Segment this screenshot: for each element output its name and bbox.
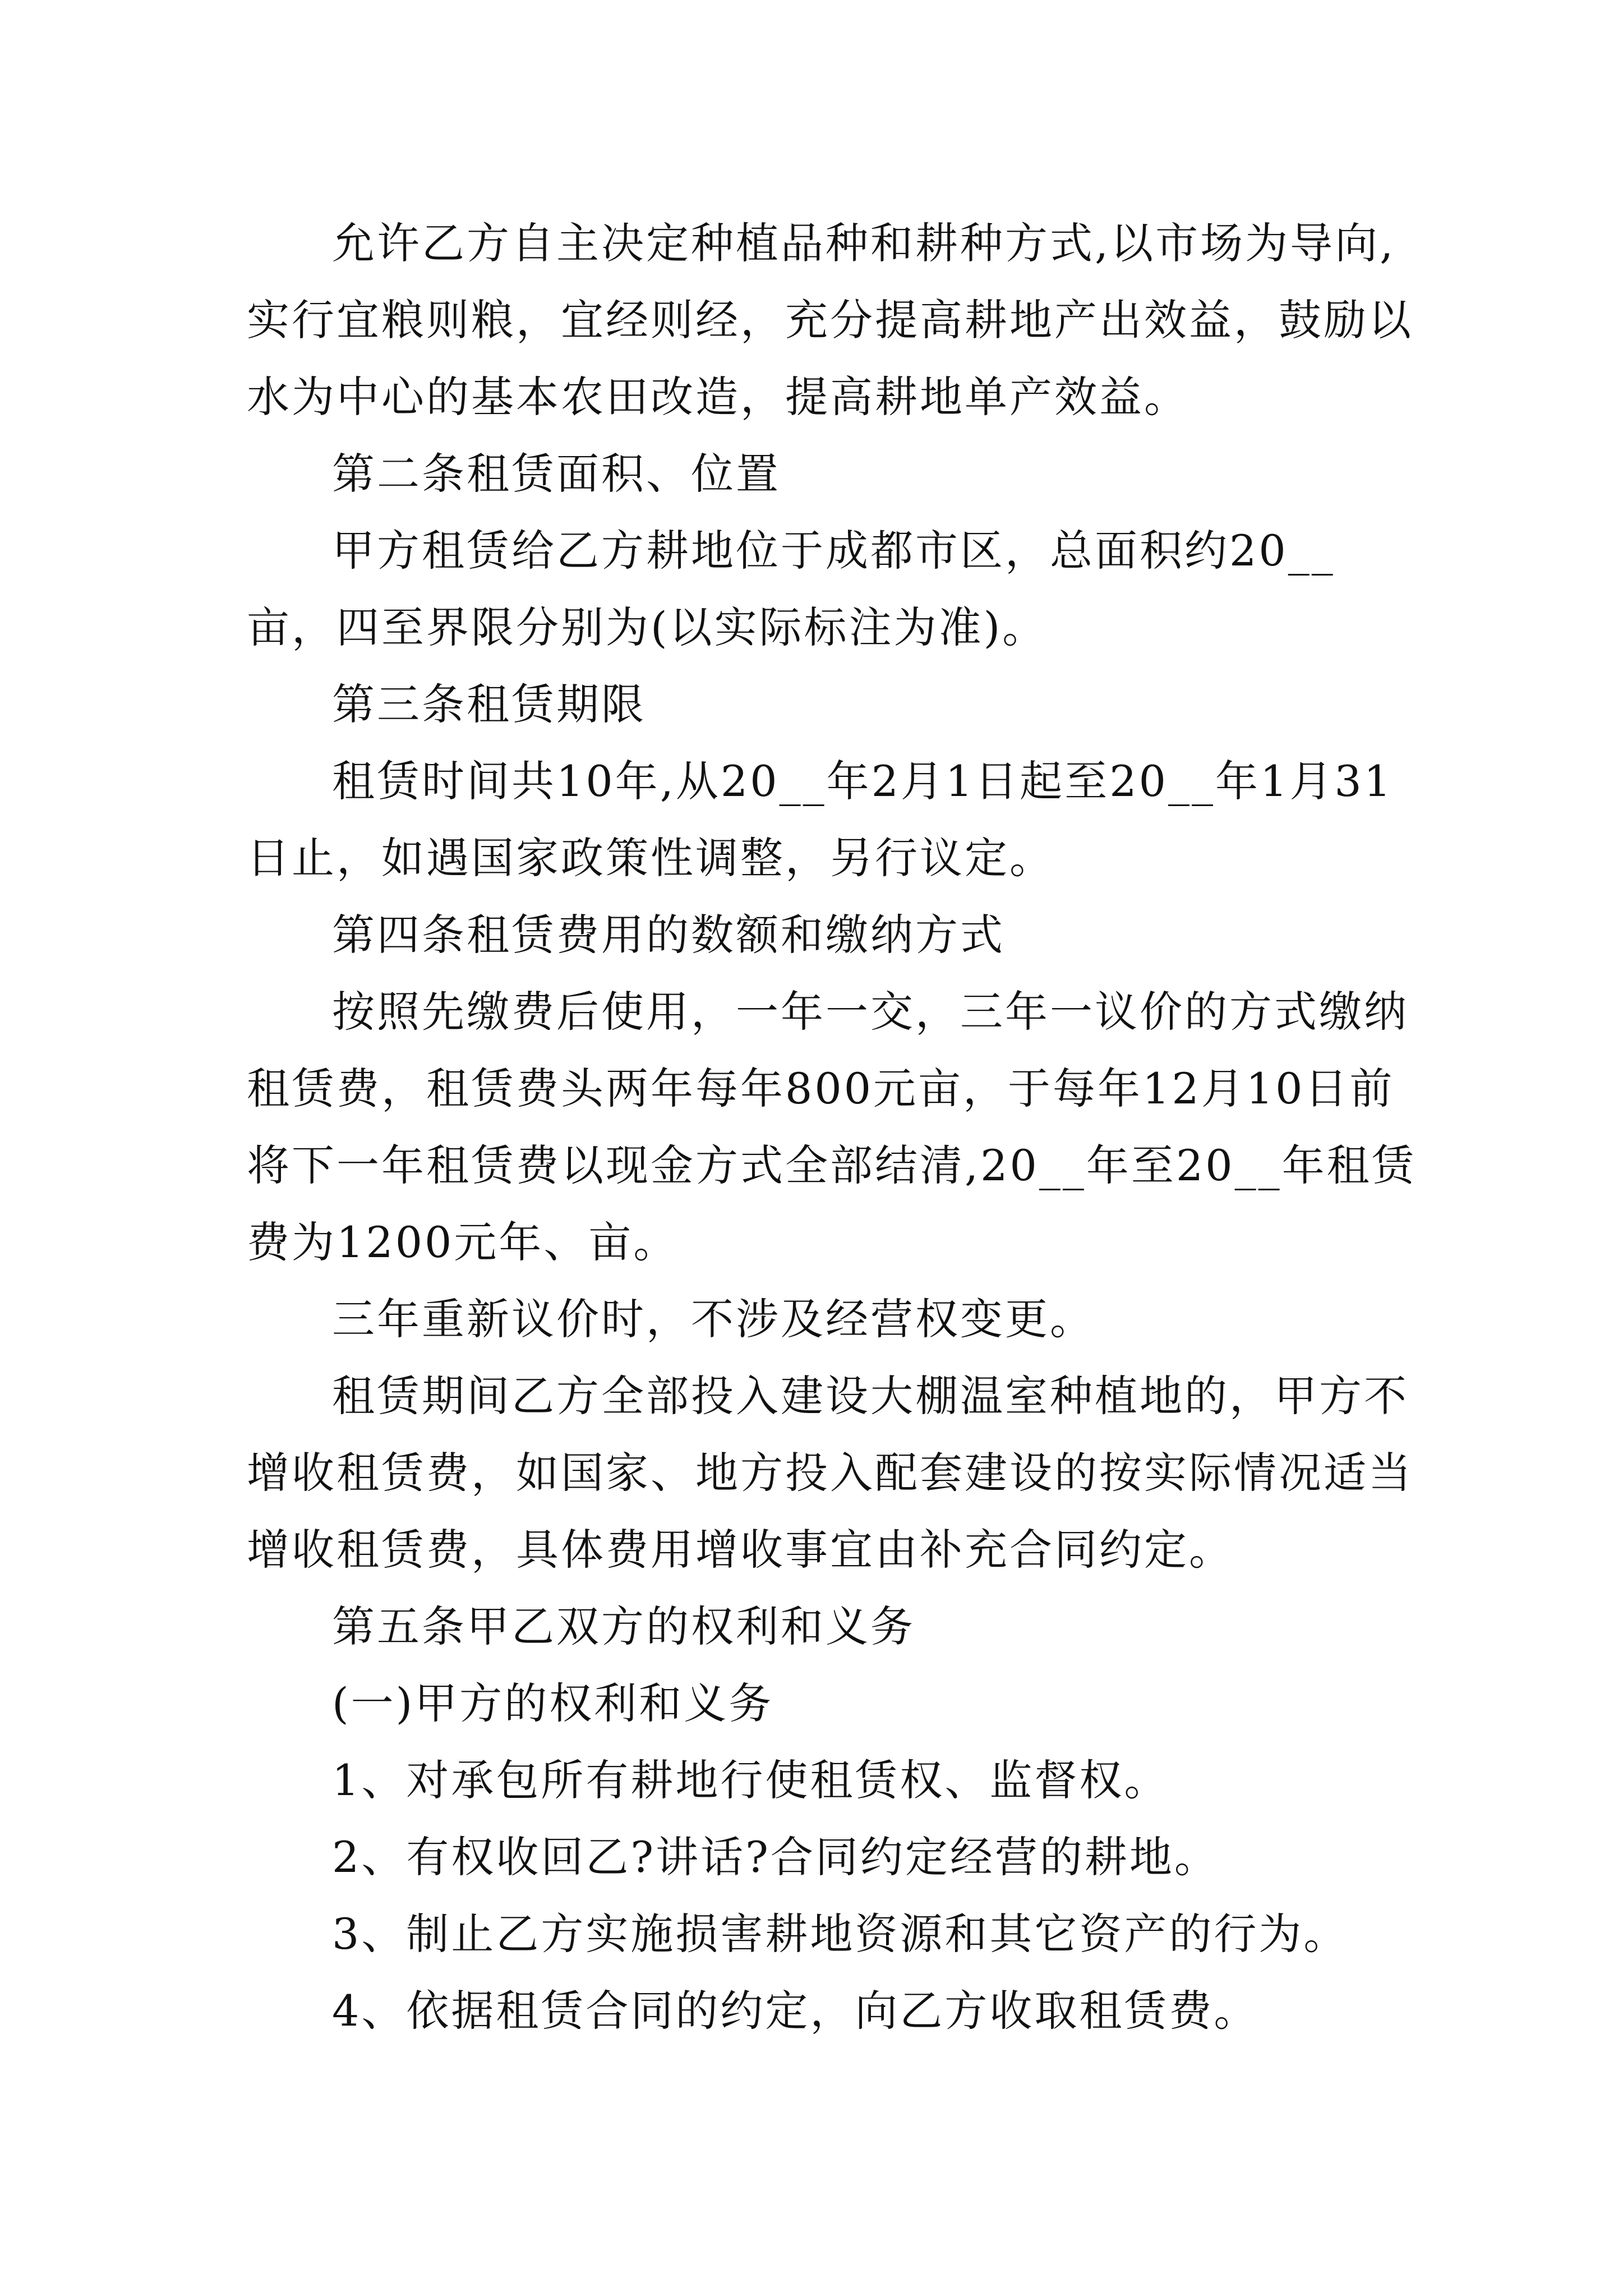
paragraph-payment-method: 按照先缴费后使用，一年一交，三年一议价的方式缴纳租赁费，租赁费头两年每年800元亩，于每年12月10日前将下一年租赁费以现金方式全部结清,20__年至20__年租赁费为1200元年、亩。: [247, 987, 1417, 1267]
list-item-4: 4、依据租赁合同的约定，向乙方收取租赁费。: [332, 1986, 1259, 2036]
paragraph-greenhouse-investment: 租赁期间乙方全部投入建设大棚温室种植地的，甲方不增收租赁费，如国家、地方投入配套建设的按实际情况适当增收租赁费，具体费用增收事宜由补充合同约定。: [247, 1371, 1413, 1575]
paragraph-planting-autonomy: 允许乙方自主决定种植品种和耕种方式,以市场为导向,实行宜粮则粮，宜经则经，充分提高耕地产出效益，鼓励以水为中心的基本农田改造，提高耕地单产效益。: [247, 218, 1413, 422]
document-body: [247, 205, 1424, 2049]
paragraph-lease-area: 甲方租赁给乙方耕地位于成都市区，总面积约20__亩，四至界限分别为(以实际标注为准)。: [247, 526, 1335, 652]
article-2-heading: 第二条租赁面积、位置: [332, 449, 781, 499]
paragraph-repricing: 三年重新议价时，不涉及经营权变更。: [332, 1294, 1095, 1344]
paragraph-lease-term: 租赁时间共10年,从20__年2月1日起至20__年1月31日止，如遇国家政策性调整，另行议定。: [247, 756, 1394, 883]
article-5-heading: 第五条甲乙双方的权利和义务: [332, 1602, 915, 1651]
article-4-heading: 第四条租赁费用的数额和缴纳方式: [332, 910, 1005, 960]
list-item-1: 1、对承包所有耕地行使租赁权、监督权。: [332, 1755, 1169, 1805]
list-item-3: 3、制止乙方实施损害耕地资源和其它资产的行为。: [332, 1909, 1349, 1959]
list-item-2: 2、有权收回乙?讲话?合同约定经营的耕地。: [332, 1832, 1219, 1882]
article-3-heading: 第三条租赁期限: [332, 679, 646, 729]
section-party-a-heading: (一)甲方的权利和义务: [332, 1678, 774, 1728]
